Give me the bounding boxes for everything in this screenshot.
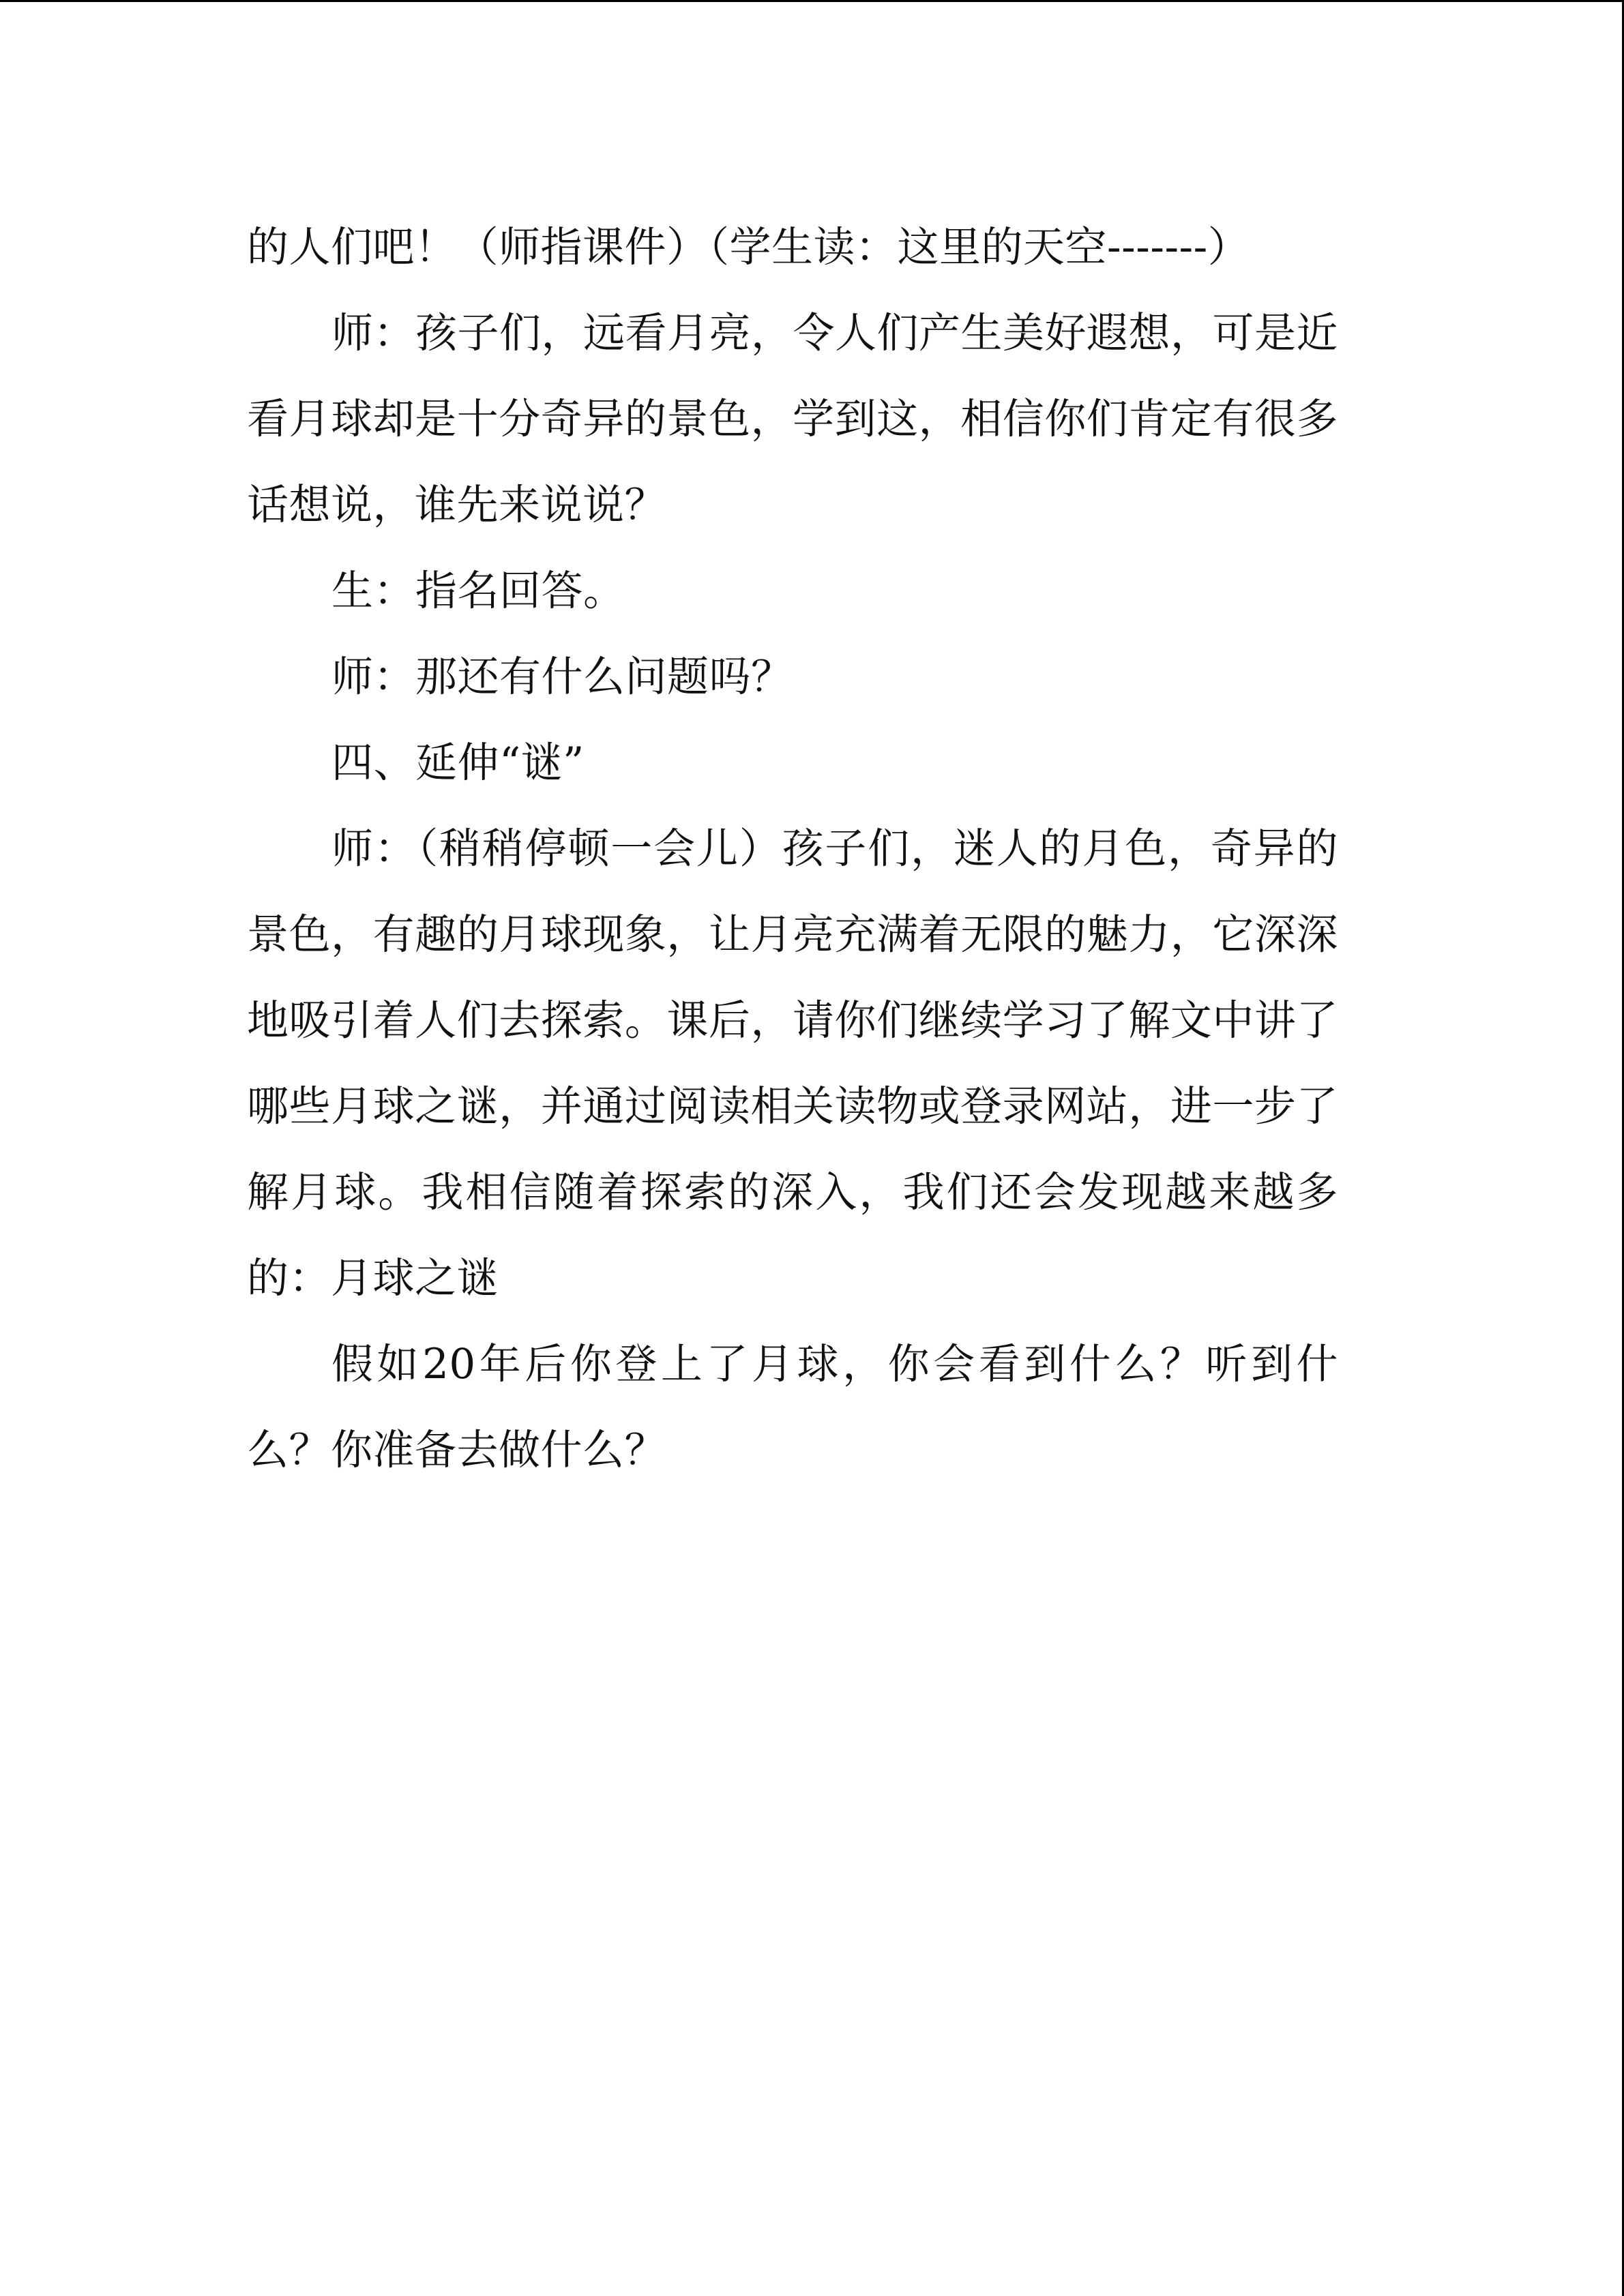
document-body <box>247 205 1338 1493</box>
paragraph-student-answer: 生：指名回答。 <box>331 567 625 615</box>
paragraph-teacher-closing: 师：（稍稍停顿一会儿）孩子们，迷人的月色，奇异的景色，有趣的月球现象，让月亮充满着无限的魅力，它深深地吸引着人们去探索。课后，请你们继续学习了解文中讲了哪些月球之谜，并通过阅读相关读物或登录网站，进一步了解月球。我相信随着探索的深入，我们还会发现越来越多的：月球之谜 <box>247 824 1338 1302</box>
paragraph-assignment: 假如20年后你登上了月球，你会看到什么？听到什么？你准备去做什么？ <box>247 1340 1338 1474</box>
paragraph-teacher-prompt: 师：孩子们，远看月亮，令人们产生美好遐想，可是近看月球却是十分奇异的景色，学到这，相信你们肯定有很多话想说，谁先来说说？ <box>247 309 1339 529</box>
section-heading: 四、延伸“谜” <box>331 739 585 787</box>
paragraph-continuation: 的人们吧！（师指课件）（学生读：这里的天空-------） <box>247 223 1250 271</box>
paragraph-teacher-question: 师：那还有什么问题吗？ <box>331 653 793 701</box>
